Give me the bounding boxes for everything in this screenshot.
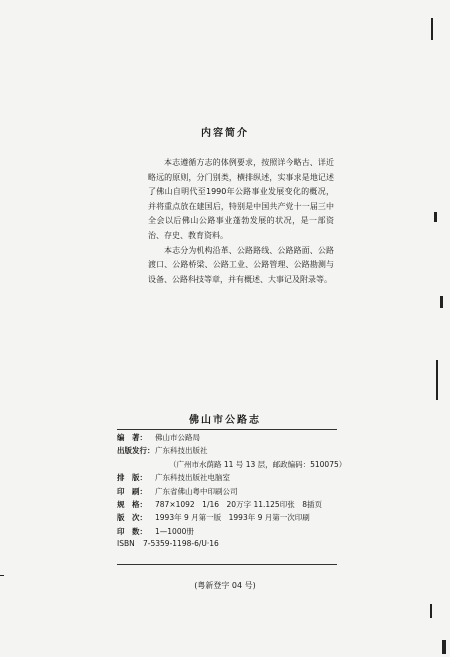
colophon-value: 787×1092 1/16 20万字 11.125印张 8插页 bbox=[155, 499, 322, 509]
book-title: 佛山市公路志 bbox=[189, 415, 261, 426]
colophon-row-specs bbox=[117, 499, 347, 512]
colophon-row-print-run bbox=[117, 526, 347, 539]
colophon-label: 印 数： bbox=[117, 526, 147, 536]
colophon-value: 佛山市公路局 bbox=[155, 433, 200, 442]
colophon-value: （广州市水荫路 11 号 13 层，邮政编码：510075） bbox=[169, 459, 347, 469]
scan-mark bbox=[442, 640, 446, 654]
colophon-row-address bbox=[117, 459, 347, 472]
colophon-label: 版 次： bbox=[117, 513, 147, 523]
colophon-row-printer bbox=[117, 486, 347, 499]
colophon-row-typesetting bbox=[117, 472, 347, 485]
colophon bbox=[117, 432, 347, 553]
scan-mark bbox=[0, 575, 4, 576]
colophon-value: 7-5359-1198-6/U·16 bbox=[143, 539, 219, 549]
intro-paragraph: 本志分为机构沿革、公路路线、公路路面、公路渡口、公路桥梁、公路工业、公路管理、公路勘测与设备、公路科技等章，并有概述、大事记及附录等。 bbox=[148, 245, 334, 284]
colophon-value: 广东省佛山粤中印刷公司 bbox=[155, 486, 238, 496]
colophon-row-publisher bbox=[117, 445, 347, 458]
colophon-row-author bbox=[117, 432, 347, 445]
colophon-value: 广东科技出版社 bbox=[155, 446, 208, 456]
scan-mark bbox=[431, 18, 433, 40]
colophon-label: 规 格： bbox=[117, 499, 147, 509]
scan-mark bbox=[434, 212, 437, 222]
intro-text bbox=[148, 156, 334, 287]
colophon-label: 排 版： bbox=[117, 473, 147, 483]
colophon-label: 编 著： bbox=[117, 433, 147, 442]
intro-heading: 内容简介 bbox=[201, 128, 249, 139]
colophon-row-isbn bbox=[117, 539, 347, 552]
colophon-row-edition bbox=[117, 512, 347, 525]
registration-number: (粤新登字 04 号) bbox=[194, 581, 256, 590]
colophon-label: 印 刷： bbox=[117, 486, 147, 496]
colophon-label: ISBN bbox=[117, 539, 135, 549]
colophon-value: 1—1000册 bbox=[155, 526, 194, 536]
colophon-value: 广东科技出版社电脑室 bbox=[155, 473, 230, 483]
divider-bottom bbox=[117, 564, 337, 565]
colophon-label: 出版发行： bbox=[117, 446, 155, 456]
colophon-value: 1993年 9 月第一版 1993年 9 月第一次印刷 bbox=[155, 513, 310, 523]
divider-top bbox=[117, 429, 337, 430]
intro-paragraph: 本志遵循方志的体例要求，按照详今略古、详近略远的原则，分门别类，横排纵述，实事求是地记述了佛山自明代至1990年公路事业发展变化的概况，并将重点放在建国后，特别是中国共产党十一届三中全会以后佛山公路事业蓬勃发展的状况，是一部资治、存史、教育资料。 bbox=[148, 158, 334, 240]
scan-mark bbox=[436, 360, 438, 400]
scan-mark bbox=[440, 296, 443, 308]
scan-mark bbox=[430, 604, 432, 618]
